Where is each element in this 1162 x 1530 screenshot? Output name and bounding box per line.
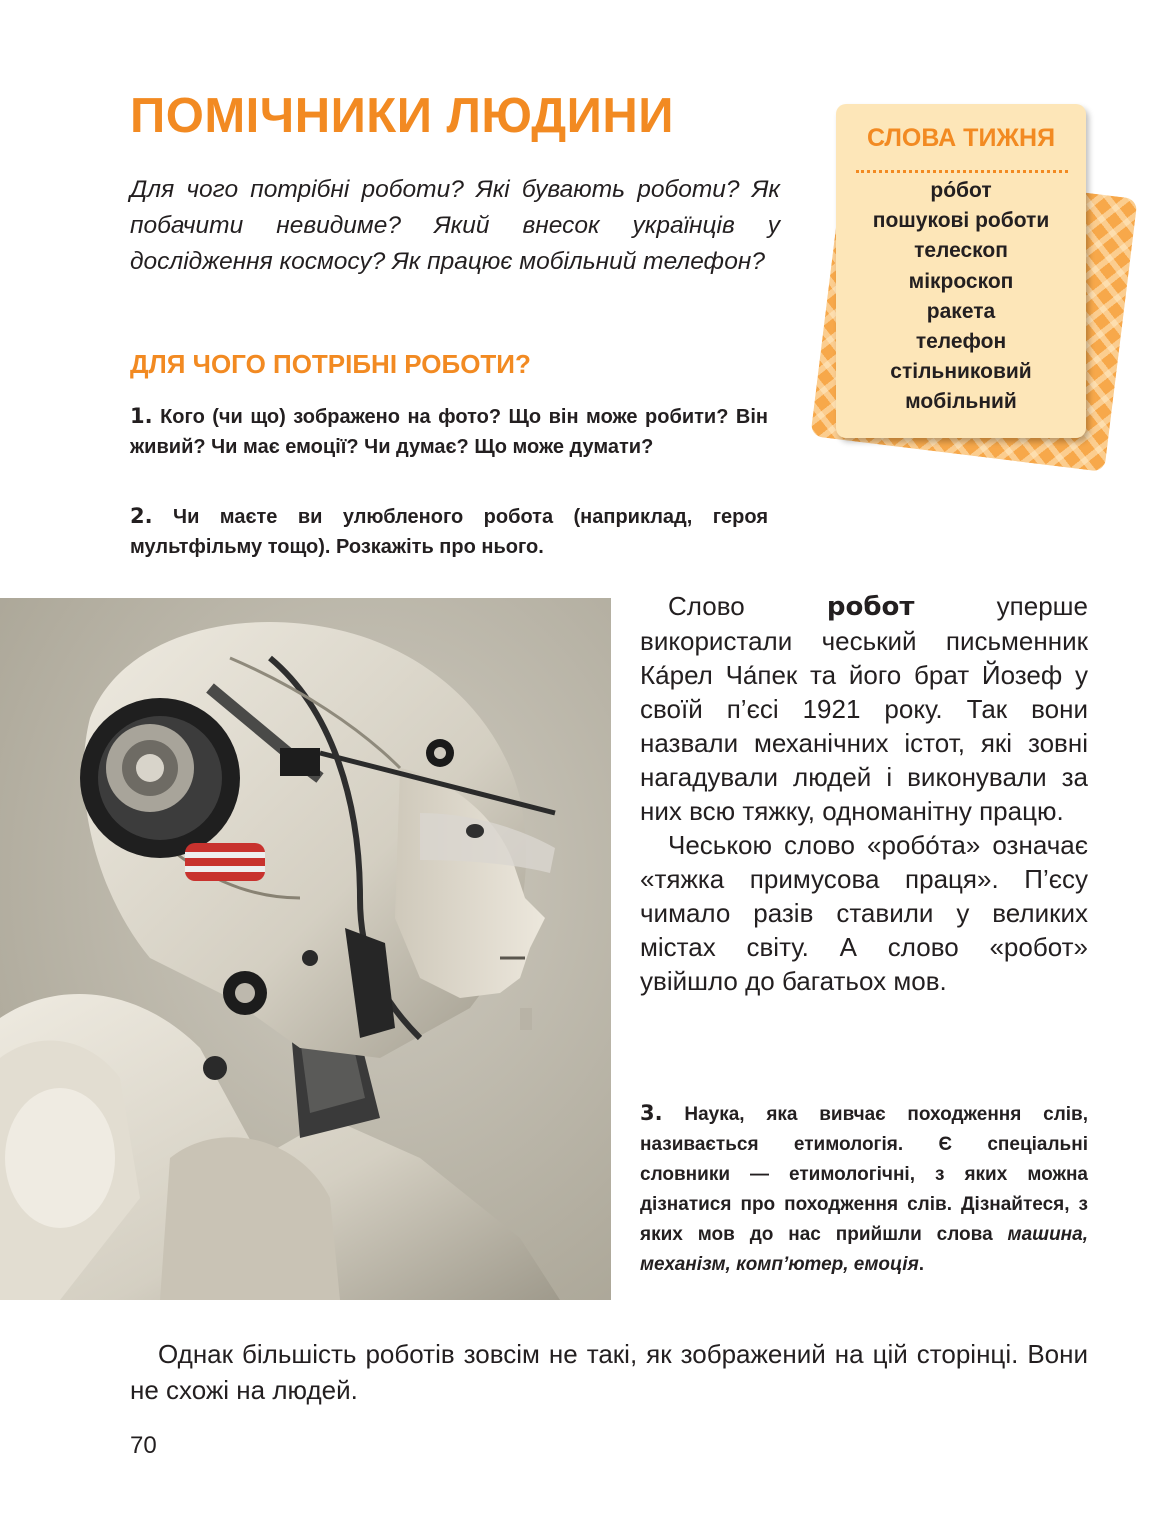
text-run: Слово xyxy=(668,591,827,621)
word-item: ракета xyxy=(926,299,996,323)
closing-paragraph xyxy=(130,1336,1088,1408)
word-item: мікроскоп xyxy=(908,269,1014,293)
word-item: ро́бот xyxy=(930,179,992,202)
intro-questions: Для чого потрібні роботи? Які бувають роботи? Як побачити невидиме? Який внесок українців у дослідження космосу? Як працює мобільний телефон? xyxy=(130,176,780,275)
closing-text: Однак більшість роботів зовсім не такі, як зображений на цій сторінці. Вони не схожі на людей. xyxy=(130,1339,1088,1405)
question-number: 2. xyxy=(130,504,153,528)
word-item: телескоп xyxy=(914,239,1008,263)
question-text: Кого (чи що) зображено на фото? Що він може робити? Він живий? Чи має емоції? Чи думає? Що може думати? xyxy=(130,406,768,458)
text-run: уперше використали чеський письменник Ка́рел Ча́пек та його брат Йозеф у своїй п’єсі 1921 року. Так вони назвали механічних істот, які зовні нагадували людей і виконували за них всю тяжку, одноманітну працю. xyxy=(640,591,1089,826)
word-item: пошукові роботи xyxy=(872,209,1050,233)
main-body-text xyxy=(640,589,1088,998)
question-text: Чи маєте ви улюбленого робота (наприклад, героя мультфільму тощо). Розкажіть про нього. xyxy=(130,506,769,558)
question-3 xyxy=(640,1098,1088,1280)
word-item: мобільний xyxy=(905,390,1017,414)
question-1 xyxy=(130,401,768,462)
page-title: ПОМІЧНИКИ ЛЮДИНИ xyxy=(130,89,674,143)
card-divider xyxy=(856,170,1068,173)
paragraph-2: Чеською слово «робо́та» означає «тяжка примусова праця». П’єсу чимало разів ставили у великих містах світу. А слово «робот» увійшло до багатьох мов. xyxy=(640,830,1088,996)
section-heading: ДЛЯ ЧОГО ПОТРІБНІ РОБОТИ? xyxy=(130,349,531,379)
question-end: . xyxy=(918,1254,925,1275)
question-number: 3. xyxy=(640,1101,663,1125)
word-item: стільниковий xyxy=(890,360,1032,384)
question-2 xyxy=(130,501,768,562)
question-text: Наука, яка вивчає походження слів, називається етимологія. Є спеціальні словники — етимологічні, з яких можна дізнатися про походження слів. Дізнайтеся, з яких мов до нас прийшли слова xyxy=(640,1104,1088,1245)
paragraph-1 xyxy=(640,589,1088,828)
words-card-title: СЛОВА ТИЖНЯ xyxy=(866,124,1056,152)
bold-term: робот xyxy=(826,592,915,622)
word-item: телефон xyxy=(915,330,1007,354)
page-number: 70 xyxy=(130,1432,157,1459)
words-list xyxy=(836,176,1086,418)
robot-photo xyxy=(0,598,611,1300)
question-number: 1. xyxy=(130,404,153,428)
italic-words: машина, механізм, комп’ютер, емоція xyxy=(640,1224,1088,1275)
